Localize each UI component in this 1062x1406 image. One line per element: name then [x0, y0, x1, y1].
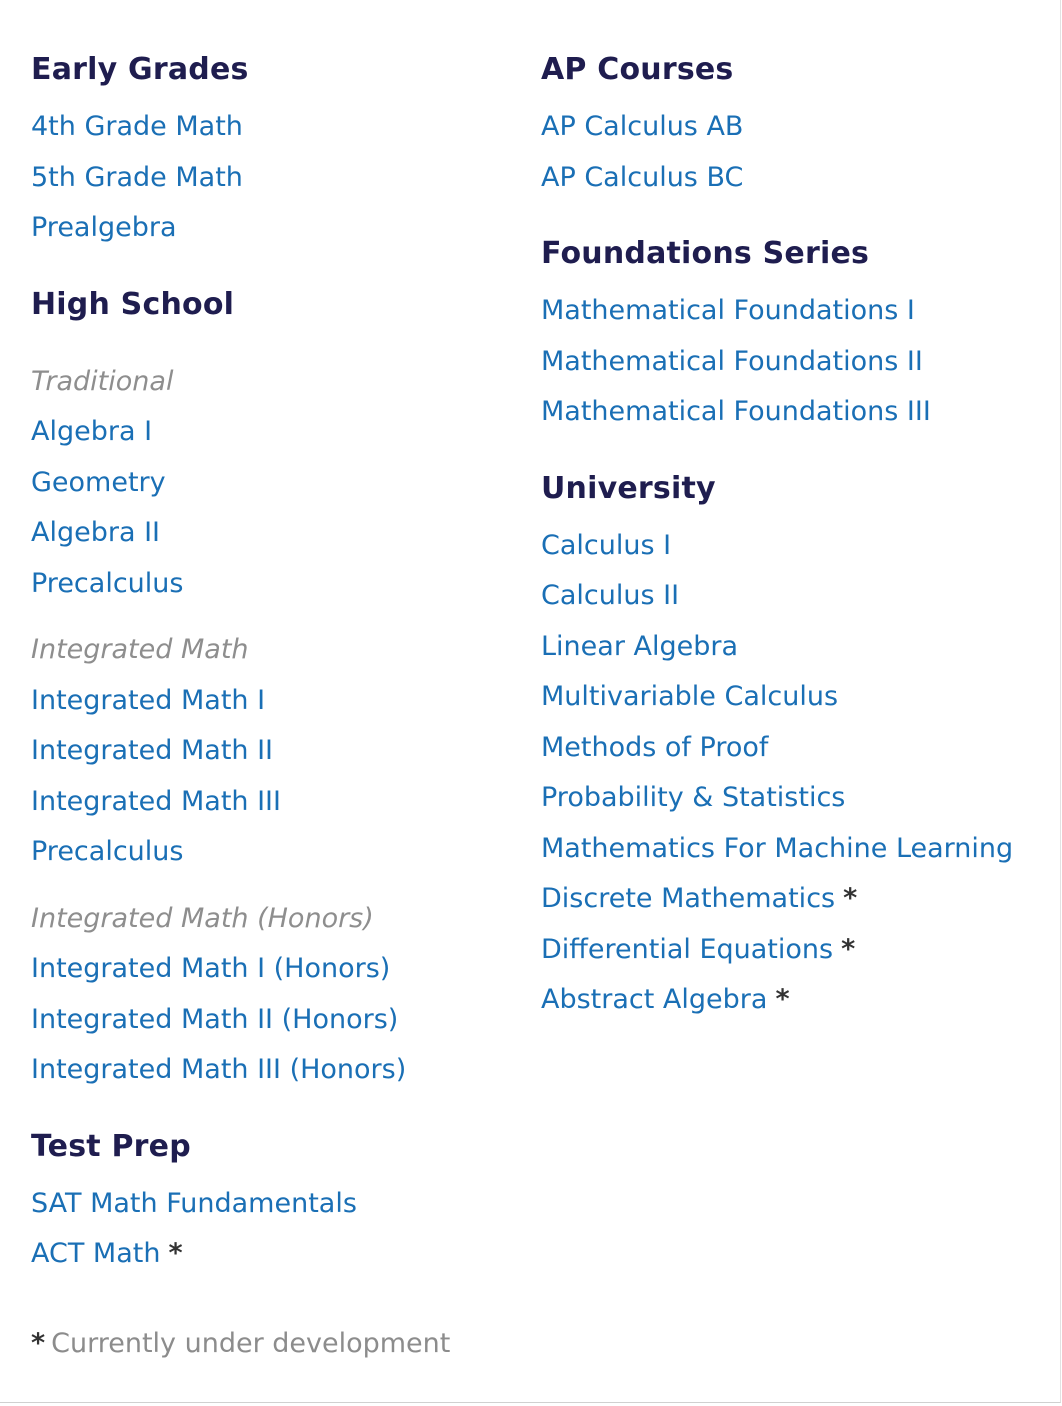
heading-foundations-series: Foundations Series: [541, 236, 870, 271]
link-integrated-math-1[interactable]: Integrated Math I: [31, 685, 266, 716]
link-prealgebra[interactable]: Prealgebra: [31, 212, 177, 243]
link-algebra-1[interactable]: Algebra I: [31, 416, 153, 447]
subheading-traditional: Traditional: [31, 366, 174, 397]
development-marker: *: [843, 883, 858, 914]
link-differential-equations[interactable]: Differential Equations: [541, 934, 834, 965]
abstract-algebra-row: [541, 986, 790, 1013]
link-integrated-math-2[interactable]: Integrated Math II: [31, 735, 274, 766]
link-methods-of-proof[interactable]: Methods of Proof: [541, 732, 769, 763]
link-linear-algebra[interactable]: Linear Algebra: [541, 631, 739, 662]
discrete-math-row: [541, 885, 857, 912]
link-sat-math-fundamentals[interactable]: SAT Math Fundamentals: [31, 1188, 357, 1219]
link-integrated-math-2-honors[interactable]: Integrated Math II (Honors): [31, 1004, 399, 1035]
link-math-for-machine-learning[interactable]: Mathematics For Machine Learning: [541, 833, 1014, 864]
development-marker: *: [841, 934, 856, 965]
link-probability-statistics[interactable]: Probability & Statistics: [541, 782, 846, 813]
link-ap-calculus-bc[interactable]: AP Calculus BC: [541, 162, 744, 193]
link-5th-grade-math[interactable]: 5th Grade Math: [31, 162, 243, 193]
link-math-foundations-3[interactable]: Mathematical Foundations III: [541, 396, 931, 427]
link-abstract-algebra[interactable]: Abstract Algebra: [541, 984, 768, 1015]
subheading-integrated-math-honors: Integrated Math (Honors): [31, 903, 374, 934]
heading-high-school: High School: [31, 287, 235, 322]
subheading-integrated-math: Integrated Math: [31, 634, 249, 665]
link-act-math[interactable]: ACT Math: [31, 1238, 161, 1269]
heading-ap-courses: AP Courses: [541, 52, 734, 87]
footnote: [31, 1330, 450, 1357]
link-calculus-1[interactable]: Calculus I: [541, 530, 672, 561]
link-math-foundations-2[interactable]: Mathematical Foundations II: [541, 346, 923, 377]
act-math-row: [31, 1240, 183, 1267]
link-math-foundations-1[interactable]: Mathematical Foundations I: [541, 295, 915, 326]
link-integrated-math-3[interactable]: Integrated Math III: [31, 786, 281, 817]
link-geometry[interactable]: Geometry: [31, 467, 166, 498]
link-4th-grade-math[interactable]: 4th Grade Math: [31, 111, 243, 142]
footnote-marker: *: [31, 1328, 46, 1359]
differential-equations-row: [541, 936, 855, 963]
link-precalculus-traditional[interactable]: Precalculus: [31, 568, 184, 599]
link-ap-calculus-ab[interactable]: AP Calculus AB: [541, 111, 744, 142]
development-marker: *: [775, 984, 790, 1015]
link-algebra-2[interactable]: Algebra II: [31, 517, 161, 548]
link-calculus-2[interactable]: Calculus II: [541, 580, 680, 611]
heading-test-prep: Test Prep: [31, 1129, 191, 1164]
link-integrated-math-1-honors[interactable]: Integrated Math I (Honors): [31, 953, 391, 984]
development-marker: *: [168, 1238, 183, 1269]
footnote-text: Currently under development: [51, 1328, 451, 1359]
link-multivariable-calculus[interactable]: Multivariable Calculus: [541, 681, 839, 712]
link-discrete-mathematics[interactable]: Discrete Mathematics: [541, 883, 836, 914]
link-integrated-math-3-honors[interactable]: Integrated Math III (Honors): [31, 1054, 407, 1085]
heading-early-grades: Early Grades: [31, 52, 249, 87]
heading-university: University: [541, 471, 716, 506]
link-precalculus-integrated[interactable]: Precalculus: [31, 836, 184, 867]
